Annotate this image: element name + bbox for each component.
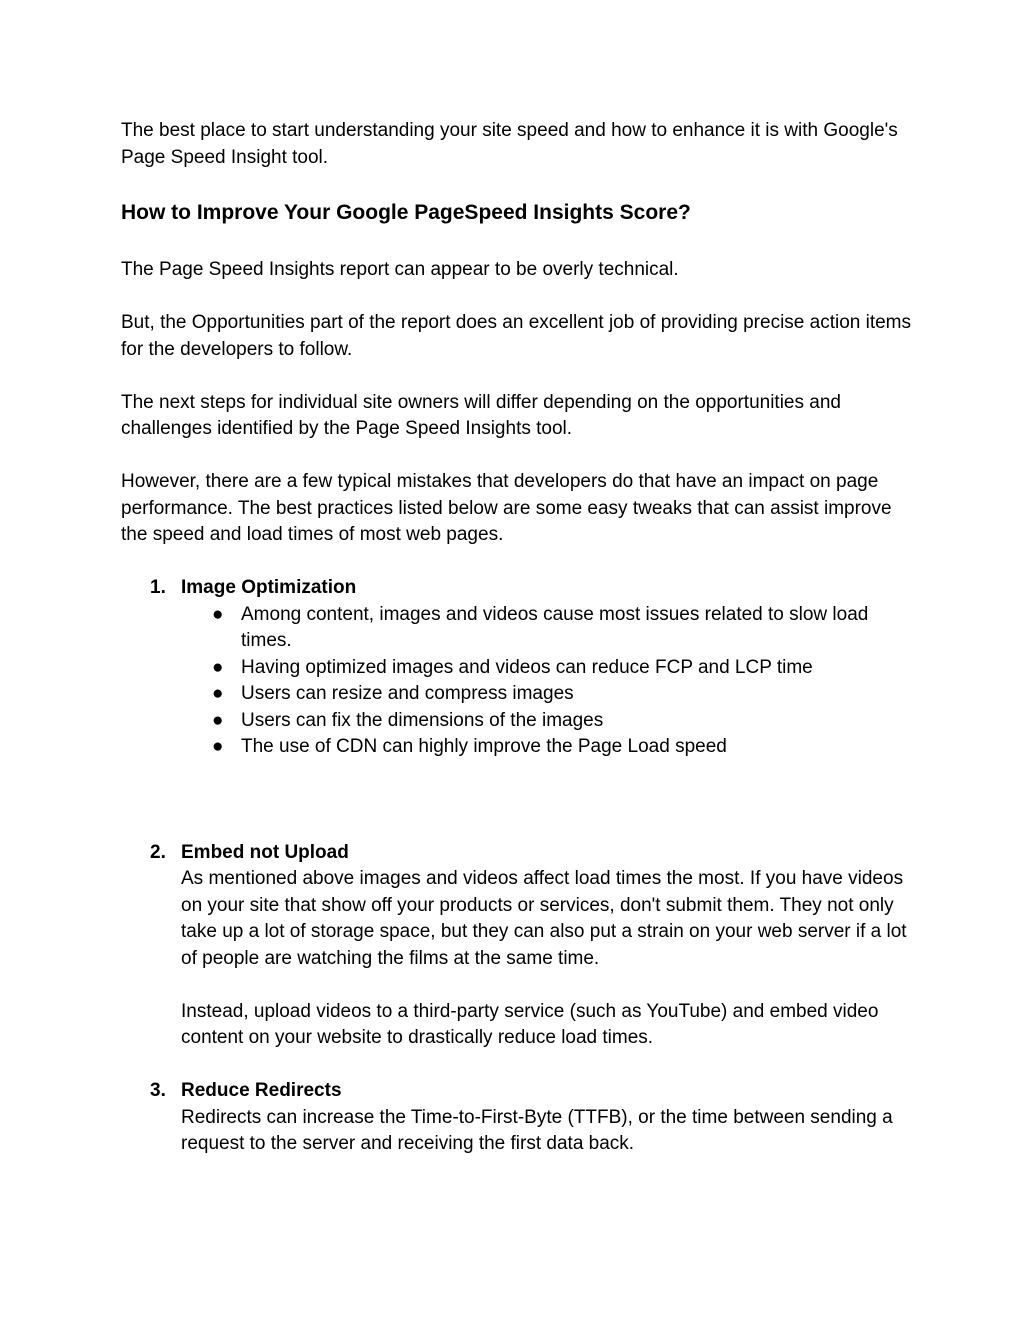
step-paragraph: As mentioned above images and videos affect load times the most. If you have videos on your site that show off your products or services, don't submit them. They not only take up a lot of storage space, but they can also put a strain on your web server if a lot of people are watching the films at the same time. [181,868,907,969]
bullet-icon: ● [212,709,224,731]
bullet-text: Users can fix the dimensions of the images [241,709,604,731]
step-item-embed-not-upload [121,840,911,1052]
bullet-text: Having optimized images and videos can reduce FCP and LCP time [241,656,813,678]
step-title: Embed not Upload [181,841,349,863]
paragraph: The Page Speed Insights report can appear to be overly technical. [121,259,679,280]
step-paragraph: Redirects can increase the Time-to-First-Byte (TTFB), or the time between sending a request to the server and receiving the first data back. [181,1106,893,1154]
bullet-item [181,708,911,735]
intro-paragraph: The best place to start understanding your site speed and how to enhance it is with Google's Page Speed Insight tool. [121,120,898,168]
bullet-icon: ● [212,683,224,704]
paragraph: But, the Opportunities part of the report does an excellent job of providing precise action items for the developers to follow. [121,312,912,360]
step-item-reduce-redirects [121,1078,911,1158]
bullet-item [181,734,911,761]
bullet-text: Users can resize and compress images [241,683,574,704]
bullet-text: The use of CDN can highly improve the Page Load speed [241,736,727,757]
step-number: 2. [150,841,166,863]
bullet-list [181,602,911,761]
paragraph: The next steps for individual site owners will differ depending on the opportunities and challenges identified by the Page Speed Insights tool. [121,391,841,439]
bullet-icon: ● [212,736,224,757]
bullet-item [181,602,911,655]
bullet-text: Among content, images and videos cause most issues related to slow load times. [241,603,869,651]
step-title: Reduce Redirects [181,1080,342,1101]
paragraph: However, there are a few typical mistakes that developers do that have an impact on page performance. The best practices listed below are some easy tweaks that can assist improve the speed and load times of most web pages. [121,471,892,545]
steps-list [121,575,911,1158]
step-number: 1. [150,577,166,598]
bullet-item [181,655,911,682]
step-number: 3. [150,1080,166,1101]
bullet-icon: ● [212,656,224,678]
step-title: Image Optimization [181,577,357,598]
bullet-icon: ● [212,603,224,625]
step-paragraph: Instead, upload videos to a third-party service (such as YouTube) and embed video content on your website to drastically reduce load times. [181,1000,879,1048]
document-body [121,118,911,1158]
step-item-image-optimization [121,575,911,761]
bullet-item [181,681,911,708]
section-heading: How to Improve Your Google PageSpeed Insights Score? [121,201,691,224]
